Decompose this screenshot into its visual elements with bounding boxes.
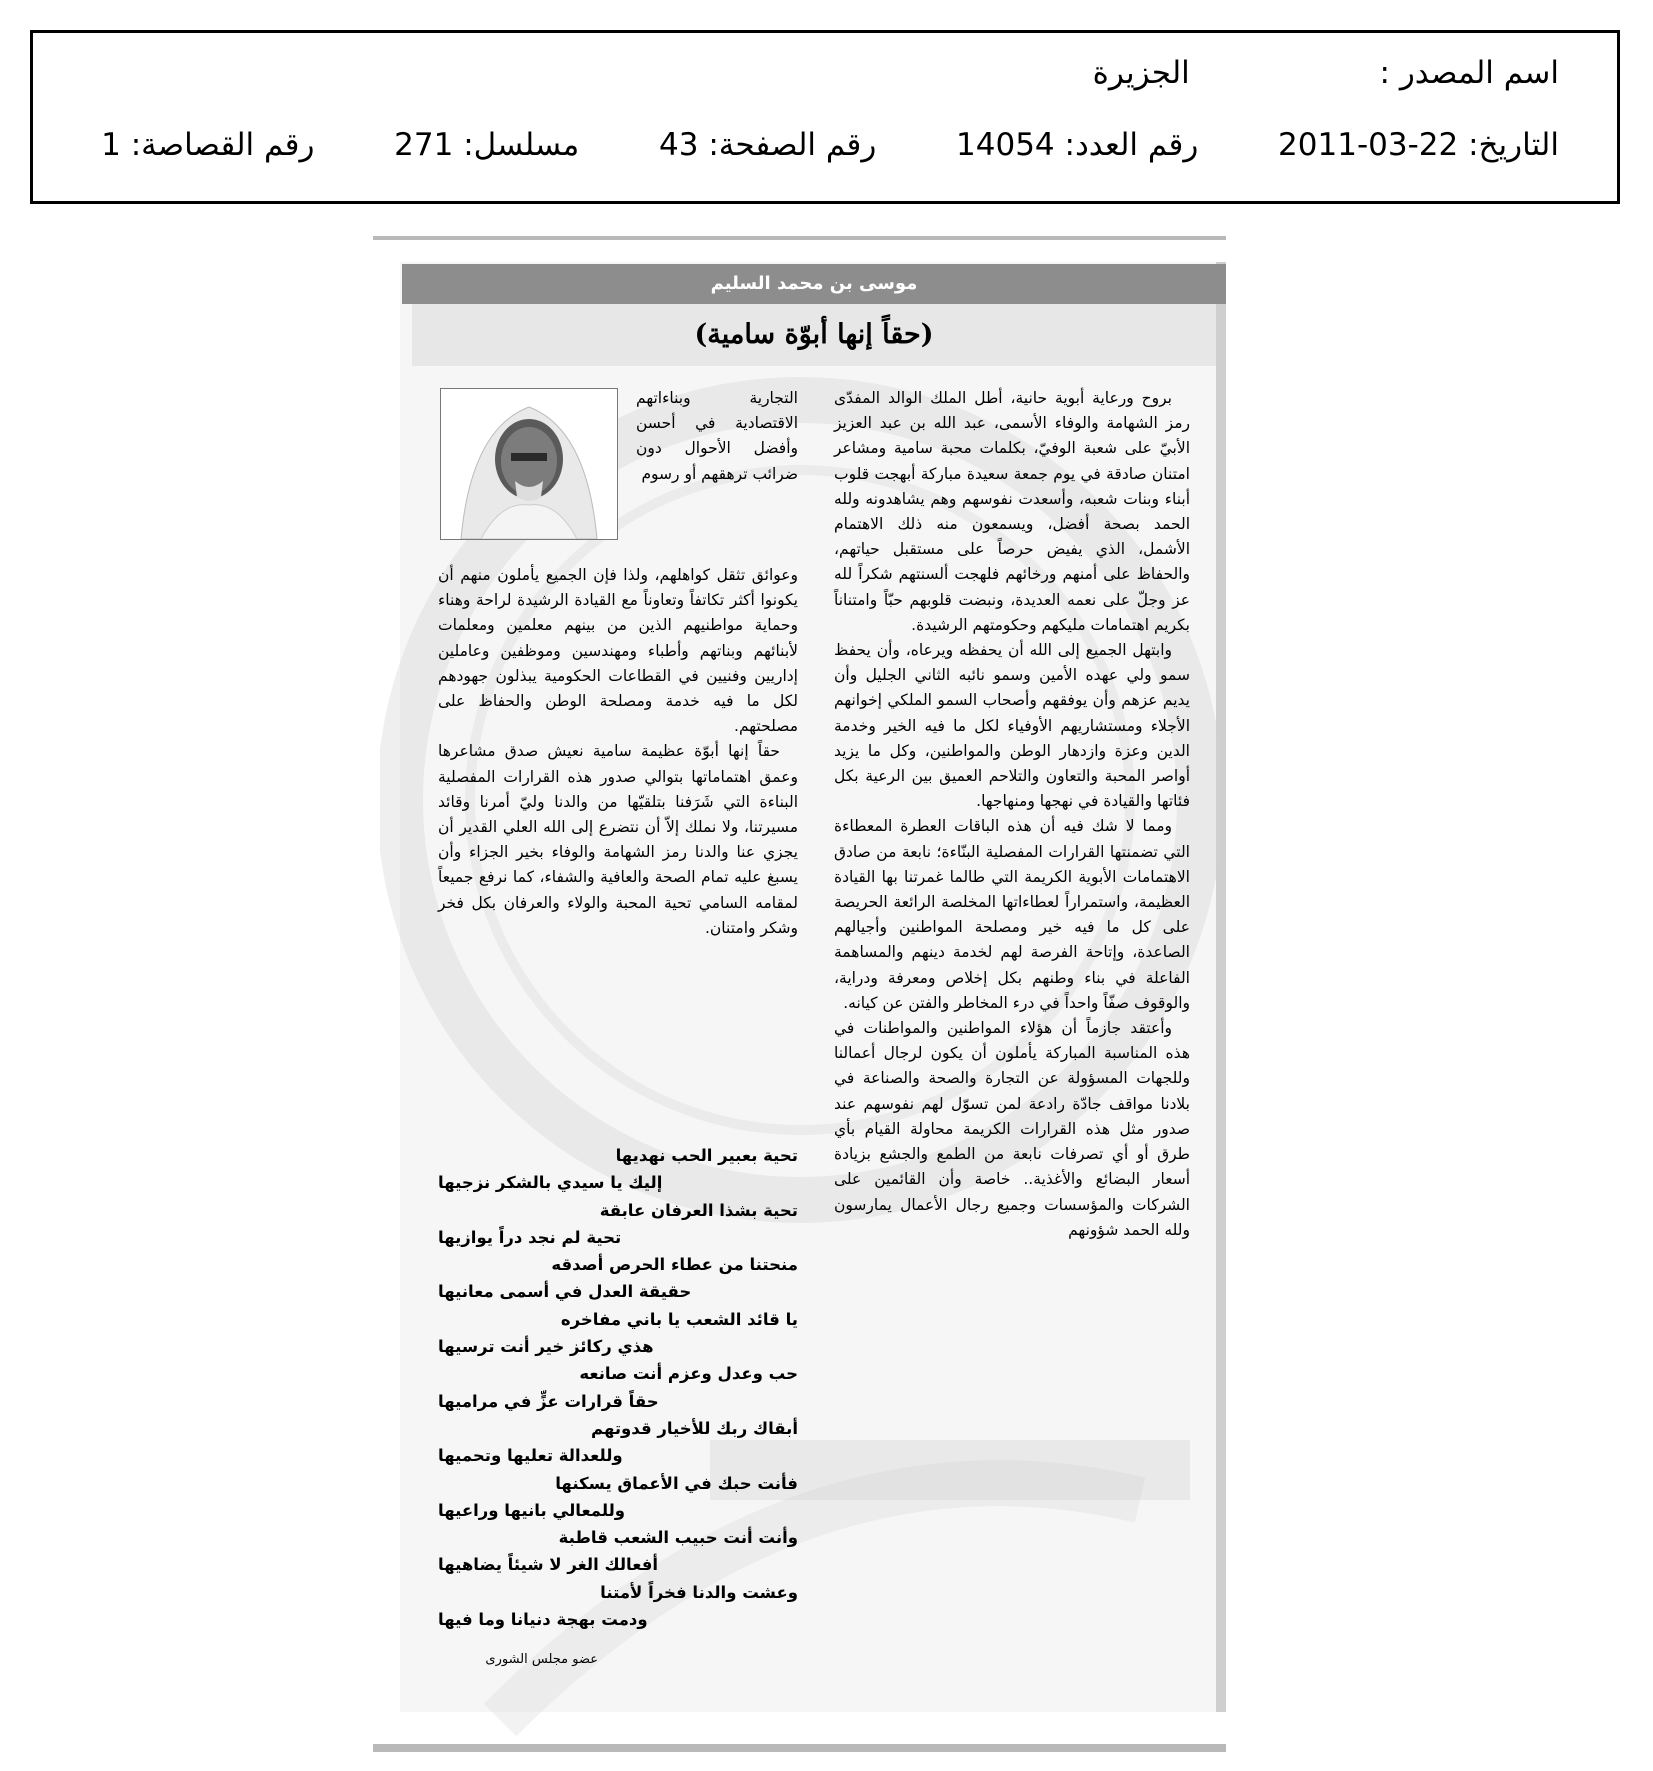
clip-value: 1 — [101, 127, 121, 163]
page-label: رقم الصفحة: — [708, 127, 877, 163]
poem-verse: ودمت بهجة دنيانا وما فيها — [438, 1610, 648, 1630]
poem-verse: إليك يا سيدي بالشكر نزجيها — [438, 1173, 663, 1193]
author-signature: عضو مجلس الشورى — [485, 1652, 598, 1667]
poem-verse: فأنت حبك في الأعماق يسكنها — [555, 1473, 798, 1493]
serial-value: 271 — [394, 127, 454, 163]
source-label: اسم المصدر : — [1379, 55, 1559, 91]
metadata-box — [30, 30, 1620, 204]
paragraph: ومما لا شك فيه أن هذه الباقات العطرة المعطاءة التي تضمنتها القرارات المفصلية البنّاءة؛ نابعة من صادق الاهتمامات الأبوية الكريمة التي طالما غمرتنا بها القيادة العظيمة، واستمراراً لعطاءاتها المخلصة الرائعة الحريصة على كل ما فيه خير ومصلحة المواطنين وأجيالهم الصاعدة، وإتاحة الفرصة لهم لخدمة دينهم والمساهمة الفاعلة في بناء وطنهم بكل إخلاص ومعرفة ودراية، والوقوف صفّاً واحداً في درء المخاطر والفتن عن كيانه. — [834, 817, 1190, 1012]
poem-verse: يا قائد الشعب يا باني مفاخره — [560, 1309, 798, 1329]
author-photo — [440, 388, 618, 540]
article-column-right — [834, 386, 1190, 1243]
poem-verse: أفعالك الغر لا شيئاً يضاهيها — [438, 1555, 659, 1575]
poem-verse: حقاً قرارات عزٍّ في مراميها — [438, 1391, 659, 1411]
date-label: التاريخ: — [1468, 127, 1559, 163]
poem-verse: منحتنا من عطاء الحرص أصدقه — [551, 1255, 798, 1275]
paragraph: وابتهل الجميع إلى الله أن يحفظه ويرعاه، وأن يحفظ سمو ولي عهده الأمين وسمو نائبه الثاني الجليل وأن يديم عزهم وأن يوفقهم وأصحاب السمو الملكي إخوانهم الأجلاء ومستشاريهم الأوفياء لكل ما فيه الخير وخدمة الدين وعزة وازدهار الوطن والمواطنين، وكل ما يزيد أواصر المحبة والتعاون والتلاحم العميق بين الرعية بكل فئاتها والقيادة في نهجها ومنهاجها. — [834, 641, 1190, 811]
clipping-top-rule — [373, 236, 1226, 240]
poem-verse: وعشت والدنا فخراً لأمتنا — [600, 1582, 798, 1602]
issue-value: 14054 — [956, 127, 1055, 163]
poem-verse: وللعدالة تعليها وتحميها — [438, 1446, 623, 1466]
article-column-left-top — [636, 386, 798, 487]
poem-verse: حب وعدل وعزم أنت صانعه — [579, 1364, 798, 1384]
paragraph: التجارية وبناءاتهم الاقتصادية في أحسن وأفضل الأحوال دون ضرائب ترهقهم أو رسوم — [636, 389, 798, 483]
clipping-bottom-rule — [373, 1744, 1226, 1752]
details-row — [101, 127, 1559, 163]
article-title: (حقاً إنها أبوّة سامية) — [412, 304, 1216, 366]
poem-verse: تحية لم نجد دراً يوازيها — [438, 1227, 622, 1247]
serial-label: مسلسل: — [463, 127, 580, 163]
poem-verse: تحية بعبير الحب نهديها — [615, 1146, 798, 1165]
clip-label: رقم القصاصة: — [130, 127, 315, 163]
source-row — [1093, 55, 1559, 91]
poem-verse: تحية بشذا العرفان عابقة — [599, 1200, 798, 1220]
poem-verse: وأنت أنت حبيب الشعب قاطبة — [558, 1528, 798, 1548]
poem — [438, 1142, 798, 1633]
issue-label: رقم العدد: — [1064, 127, 1199, 163]
paragraph: وأعتقد جازماً أن هؤلاء المواطنين والمواطنات في هذه المناسبة المباركة يأملون أن يكون لرجال أعمالنا وللجهات المسؤولة عن التجارة والصحة والصناعة في بلادنا مواقف جادّة رادعة لمن تسوّل لهم نفوسهم عند صدور مثل هذه القرارات الكريمة محاولة القيام بأي طرق أو أي تصرفات نابعة من الطمع والجشع بزيادة أسعار البضائع والأغذية.. خاصة وأن القائمين على الشركات والمؤسسات وجميع رجال الأعمال يمارسون ولله الحمد شؤونهم — [834, 1019, 1190, 1239]
article-column-left — [438, 563, 798, 941]
poem-verse: وللمعالي بانيها وراعيها — [438, 1500, 626, 1520]
paragraph: بروح ورعاية أبوية حانية، أطل الملك الوالد المفدّى رمز الشهامة والوفاء الأسمى، عبد الله بن عبد العزيز الأبيّ على شعبة الوفيّ، بكلمات محبة سامية ومشاعر امتنان صادقة في يوم جمعة سعيدة مباركة أبهجت قلوب أبناء وبنات شعبه، وأسعدت نفوسهم وهم يشاهدونه ولله الحمد بصحة أفضل، ويسمعون منه ذلك الاهتمام الأشمل، الذي يفيض حرصاً على مستقبل حياتهم، والحفاظ على أمنهم ورخائهم فلهجت ألسنتهم شكراً لله عز وجلّ على نعمه العديدة، ونبضت قلوبهم حبّاً وامتناناً بكريم اهتمامات مليكهم وحكومتهم الرشيدة. — [834, 389, 1190, 634]
paragraph: وعوائق تثقل كواهلهم، ولذا فإن الجميع يأملون منهم أن يكونوا أكثر تكاتفاً وتعاوناً مع القيادة الرشيدة لراحة وهناء وحماية مواطنيهم الذين من بينهم معلمين ومعلمات لأبنائهم وبناتهم وأطباء ومهندسين وموظفين وعاملين إداريين وفنيين في القطاعات الحكومية يبذلون جهودهم لكل ما فيه خدمة ومصلحة الوطن والحفاظ على مصلحتهم. — [438, 566, 798, 736]
author-bar: موسى بن محمد السليم — [402, 264, 1226, 304]
source-value: الجزيرة — [1092, 55, 1190, 91]
poem-verse: حقيقة العدل في أسمى معانيها — [438, 1282, 692, 1302]
paragraph: حقاً إنها أبوّة عظيمة سامية نعيش صدق مشاعرها وعمق اهتماماتها بتوالي صدور هذه القرارات المفصلية البناءة التي شَرَفنا بتلقيّها من والدنا وليّ أمرنا وقائد مسيرتنا، ولا نملك إلاّ أن نتضرع إلى الله العلي القدير أن يجزي عنا والدنا رمز الشهامة والوفاء بخير الجزاء وأن يسبغ عليه تمام الصحة والعافية والشفاء، كما نرفع جميعاً لمقامه السامي تحية المحبة والولاء والعرفان بكل فخر وشكر وامتنان. — [438, 742, 798, 937]
poem-verse: أبقاك ربك للأخيار قدوتهم — [591, 1418, 798, 1438]
poem-verse: هذي ركائز خير أنت ترسيها — [438, 1337, 654, 1357]
page-value: 43 — [659, 127, 699, 163]
date-value: 2011-03-22 — [1278, 127, 1459, 163]
